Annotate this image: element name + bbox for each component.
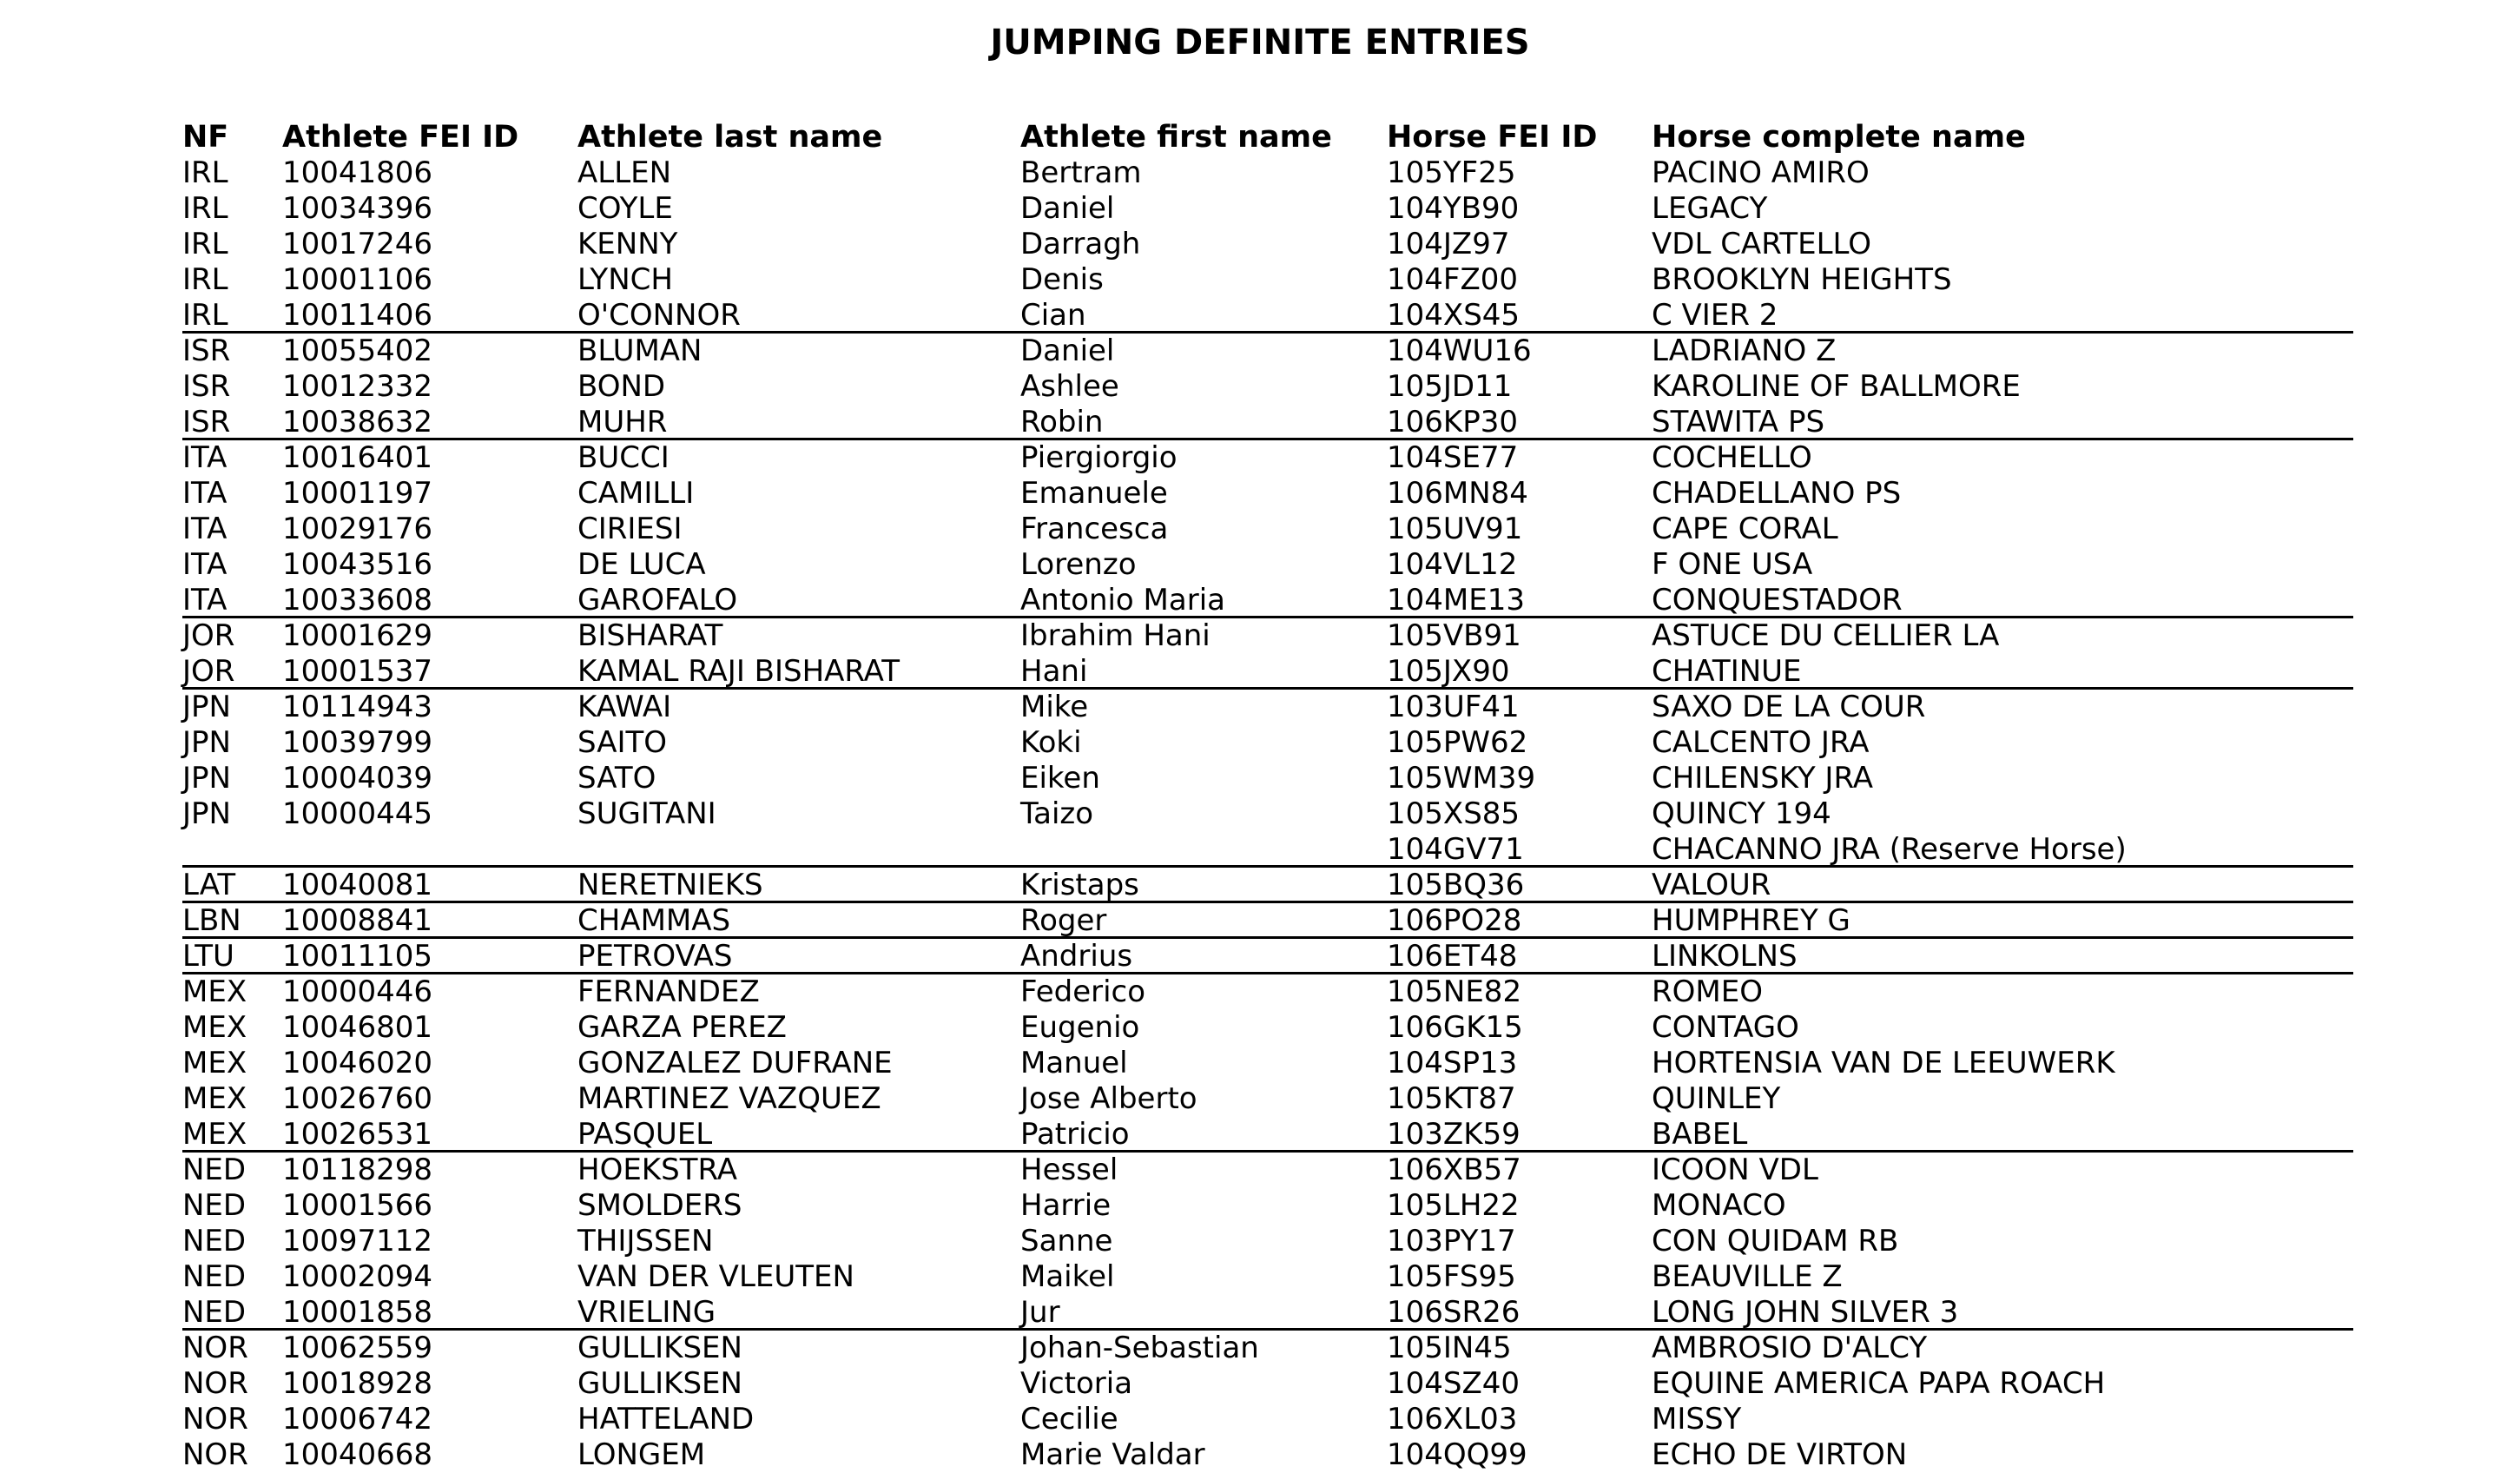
cell-horse-name: VALOUR <box>1652 868 1771 902</box>
header-horse-id: Horse FEI ID <box>1387 120 1598 155</box>
cell-first-name: Hani <box>1020 654 1088 689</box>
cell-horse-name: MONACO <box>1652 1188 1786 1223</box>
cell-last-name: KAWAI <box>577 690 672 724</box>
cell-first-name: Denis <box>1020 262 1104 297</box>
cell-horse-id: 105JX90 <box>1387 654 1510 689</box>
table-row <box>182 1188 2353 1224</box>
cell-nf: JPN <box>182 796 231 831</box>
cell-nf: MEX <box>182 1046 247 1080</box>
cell-nf: NOR <box>182 1331 248 1365</box>
cell-horse-id: 105PW62 <box>1387 725 1528 760</box>
table-row <box>182 405 2353 440</box>
cell-last-name: GONZALEZ DUFRANE <box>577 1046 893 1080</box>
cell-first-name: Antonio Maria <box>1020 583 1225 618</box>
header-first-name: Athlete first name <box>1020 120 1332 155</box>
cell-horse-name: QUINCY 194 <box>1652 796 1831 831</box>
cell-nf: ITA <box>182 476 228 511</box>
cell-first-name: Roger <box>1020 903 1107 938</box>
cell-horse-id: 106XB57 <box>1387 1153 1521 1187</box>
cell-last-name: LYNCH <box>577 262 673 297</box>
cell-nf: ITA <box>182 583 228 618</box>
cell-horse-id: 105NE82 <box>1387 974 1522 1009</box>
cell-first-name: Mike <box>1020 690 1089 724</box>
cell-nf: ISR <box>182 369 231 404</box>
cell-horse-name: CHATINUE <box>1652 654 1802 689</box>
cell-athlete-id: 10012332 <box>282 369 433 404</box>
cell-horse-name: STAWITA PS <box>1652 405 1825 439</box>
cell-athlete-id: 10034396 <box>282 191 433 226</box>
cell-last-name: FERNANDEZ <box>577 974 760 1009</box>
cell-horse-id: 104SZ40 <box>1387 1366 1521 1401</box>
cell-first-name: Eiken <box>1020 761 1100 796</box>
cell-athlete-id: 10118298 <box>282 1153 433 1187</box>
cell-last-name: BUCCI <box>577 440 670 475</box>
cell-last-name: GULLIKSEN <box>577 1366 742 1401</box>
cell-horse-name: AMBROSIO D'ALCY <box>1652 1331 1928 1365</box>
cell-horse-name: ASTUCE DU CELLIER LA <box>1652 618 2000 653</box>
cell-athlete-id: 10000446 <box>282 974 433 1009</box>
cell-athlete-id: 10026760 <box>282 1081 433 1116</box>
cell-horse-name: CHACANNO JRA (Reserve Horse) <box>1652 832 2127 867</box>
cell-horse-name: COCHELLO <box>1652 440 1812 475</box>
cell-nf: NED <box>182 1188 247 1223</box>
cell-last-name: DE LUCA <box>577 547 706 582</box>
cell-horse-name: ROMEO <box>1652 974 1763 1009</box>
cell-first-name: Federico <box>1020 974 1146 1009</box>
cell-first-name: Ibrahim Hani <box>1020 618 1211 653</box>
cell-first-name: Daniel <box>1020 191 1115 226</box>
table-row <box>182 1402 2353 1437</box>
table-row <box>182 1117 2353 1153</box>
table-row <box>182 334 2353 369</box>
cell-horse-name: LEGACY <box>1652 191 1768 226</box>
table-row <box>182 654 2353 690</box>
table-row <box>182 1366 2353 1402</box>
cell-horse-id: 106ET48 <box>1387 939 1518 974</box>
header-last-name: Athlete last name <box>577 120 883 155</box>
cell-horse-id: 104SE77 <box>1387 440 1519 475</box>
cell-athlete-id: 10001629 <box>282 618 433 653</box>
cell-nf: JPN <box>182 690 231 724</box>
cell-horse-name: CALCENTO JRA <box>1652 725 1870 760</box>
table-row <box>182 832 2353 868</box>
cell-athlete-id: 10016401 <box>282 440 433 475</box>
cell-nf: ITA <box>182 440 228 475</box>
table-row <box>182 1010 2353 1046</box>
cell-athlete-id: 10062559 <box>282 1331 433 1365</box>
cell-horse-name: MISSY <box>1652 1402 1742 1437</box>
cell-last-name: BOND <box>577 369 666 404</box>
header-horse-name: Horse complete name <box>1652 120 2026 155</box>
cell-horse-name: CHADELLANO PS <box>1652 476 1902 511</box>
cell-first-name: Taizo <box>1020 796 1094 831</box>
cell-nf: NOR <box>182 1366 248 1401</box>
cell-athlete-id: 10001858 <box>282 1295 433 1330</box>
cell-horse-id: 104XS45 <box>1387 298 1521 333</box>
cell-last-name: HATTELAND <box>577 1402 755 1437</box>
table-row <box>182 1331 2353 1366</box>
table-row <box>182 1224 2353 1259</box>
cell-horse-name: HORTENSIA VAN DE LEEUWERK <box>1652 1046 2115 1080</box>
table-body <box>182 155 2353 1473</box>
cell-nf: NED <box>182 1259 247 1294</box>
cell-last-name: GAROFALO <box>577 583 738 618</box>
table-row <box>182 1153 2353 1188</box>
cell-last-name: SUGITANI <box>577 796 716 831</box>
table-row <box>182 191 2353 227</box>
cell-athlete-id: 10046020 <box>282 1046 433 1080</box>
cell-first-name: Lorenzo <box>1020 547 1137 582</box>
table-row <box>182 618 2353 654</box>
cell-last-name: HOEKSTRA <box>577 1153 737 1187</box>
cell-first-name: Bertram <box>1020 155 1142 190</box>
cell-last-name: BLUMAN <box>577 334 703 368</box>
cell-horse-id: 104FZ00 <box>1387 262 1519 297</box>
cell-nf: LAT <box>182 868 236 902</box>
cell-first-name: Robin <box>1020 405 1104 439</box>
table-row <box>182 1295 2353 1331</box>
table-row <box>182 939 2353 974</box>
cell-first-name: Hessel <box>1020 1153 1118 1187</box>
table-row <box>182 512 2353 547</box>
cell-first-name: Francesca <box>1020 512 1169 546</box>
cell-first-name: Cian <box>1020 298 1086 333</box>
cell-first-name: Cecilie <box>1020 1402 1118 1437</box>
cell-athlete-id: 10040081 <box>282 868 433 902</box>
cell-horse-name: CON QUIDAM RB <box>1652 1224 1899 1258</box>
cell-athlete-id: 10055402 <box>282 334 433 368</box>
cell-nf: LBN <box>182 903 241 938</box>
cell-athlete-id: 10002094 <box>282 1259 433 1294</box>
cell-athlete-id: 10011105 <box>282 939 433 974</box>
cell-first-name: Darragh <box>1020 227 1141 261</box>
cell-horse-id: 104VL12 <box>1387 547 1518 582</box>
cell-nf: MEX <box>182 1081 247 1116</box>
cell-horse-id: 106XL03 <box>1387 1402 1518 1437</box>
cell-horse-name: SAXO DE LA COUR <box>1652 690 1926 724</box>
cell-athlete-id: 10018928 <box>282 1366 433 1401</box>
table-row <box>182 547 2353 583</box>
cell-horse-id: 106MN84 <box>1387 476 1528 511</box>
cell-horse-id: 104YB90 <box>1387 191 1520 226</box>
cell-horse-id: 106SR26 <box>1387 1295 1521 1330</box>
cell-horse-id: 104ME13 <box>1387 583 1525 618</box>
cell-horse-name: CONQUESTADOR <box>1652 583 1903 618</box>
cell-horse-name: LINKOLNS <box>1652 939 1798 974</box>
cell-horse-id: 105IN45 <box>1387 1331 1512 1365</box>
cell-athlete-id: 10000445 <box>282 796 433 831</box>
cell-nf: JOR <box>182 654 235 689</box>
cell-first-name: Jur <box>1020 1295 1060 1330</box>
cell-horse-name: KAROLINE OF BALLMORE <box>1652 369 2021 404</box>
cell-horse-name: BEAUVILLE Z <box>1652 1259 1843 1294</box>
cell-athlete-id: 10040668 <box>282 1437 433 1472</box>
page-title: JUMPING DEFINITE ENTRIES <box>990 23 1530 63</box>
cell-first-name: Daniel <box>1020 334 1115 368</box>
table-row <box>182 440 2353 476</box>
header-athlete-id: Athlete FEI ID <box>282 120 519 155</box>
cell-last-name: NERETNIEKS <box>577 868 763 902</box>
table-row <box>182 155 2353 191</box>
cell-last-name: SATO <box>577 761 656 796</box>
cell-nf: IRL <box>182 298 228 333</box>
cell-last-name: SMOLDERS <box>577 1188 742 1223</box>
cell-athlete-id: 10026531 <box>282 1117 433 1152</box>
cell-athlete-id: 10001566 <box>282 1188 433 1223</box>
cell-horse-id: 105BQ36 <box>1387 868 1525 902</box>
cell-last-name: CIRIESI <box>577 512 683 546</box>
cell-first-name: Marie Valdar <box>1020 1437 1205 1472</box>
cell-athlete-id: 10011406 <box>282 298 433 333</box>
cell-athlete-id: 10043516 <box>282 547 433 582</box>
cell-horse-id: 104WU16 <box>1387 334 1532 368</box>
cell-nf: ITA <box>182 547 228 582</box>
cell-nf: JPN <box>182 761 231 796</box>
cell-horse-id: 103ZK59 <box>1387 1117 1521 1152</box>
cell-athlete-id: 10001197 <box>282 476 433 511</box>
cell-athlete-id: 10039799 <box>282 725 433 760</box>
cell-first-name: Emanuele <box>1020 476 1168 511</box>
cell-horse-id: 105XS85 <box>1387 796 1521 831</box>
cell-last-name: MARTINEZ VAZQUEZ <box>577 1081 881 1116</box>
cell-nf: ITA <box>182 512 228 546</box>
cell-horse-id: 105VB91 <box>1387 618 1521 653</box>
cell-horse-id: 105WM39 <box>1387 761 1536 796</box>
cell-last-name: PASQUEL <box>577 1117 713 1152</box>
cell-horse-name: F ONE USA <box>1652 547 1813 582</box>
cell-horse-name: LADRIANO Z <box>1652 334 1837 368</box>
table-header <box>182 120 2353 155</box>
cell-athlete-id: 10046801 <box>282 1010 433 1045</box>
cell-first-name: Eugenio <box>1020 1010 1140 1045</box>
cell-athlete-id: 10114943 <box>282 690 433 724</box>
cell-first-name: Patricio <box>1020 1117 1130 1152</box>
cell-last-name: PETROVAS <box>577 939 733 974</box>
cell-athlete-id: 10033608 <box>282 583 433 618</box>
cell-horse-id: 103PY17 <box>1387 1224 1516 1258</box>
cell-nf: IRL <box>182 262 228 297</box>
cell-last-name: GULLIKSEN <box>577 1331 742 1365</box>
cell-horse-id: 104SP13 <box>1387 1046 1518 1080</box>
cell-nf: NED <box>182 1224 247 1258</box>
table-row <box>182 974 2353 1010</box>
cell-athlete-id: 10038632 <box>282 405 433 439</box>
cell-first-name: Andrius <box>1020 939 1133 974</box>
cell-athlete-id: 10001106 <box>282 262 433 297</box>
cell-last-name: COYLE <box>577 191 673 226</box>
cell-horse-id: 103UF41 <box>1387 690 1520 724</box>
cell-nf: NED <box>182 1295 247 1330</box>
cell-horse-name: HUMPHREY G <box>1652 903 1850 938</box>
table-row <box>182 1046 2353 1081</box>
entries-table <box>182 120 2353 1473</box>
table-row <box>182 1081 2353 1117</box>
cell-horse-name: CONTAGO <box>1652 1010 1799 1045</box>
cell-last-name: BISHARAT <box>577 618 723 653</box>
cell-last-name: GARZA PEREZ <box>577 1010 787 1045</box>
cell-horse-name: PACINO AMIRO <box>1652 155 1870 190</box>
cell-athlete-id: 10041806 <box>282 155 433 190</box>
table-row <box>182 903 2353 939</box>
cell-nf: MEX <box>182 1010 247 1045</box>
cell-horse-id: 104QQ99 <box>1387 1437 1527 1472</box>
cell-last-name: VRIELING <box>577 1295 716 1330</box>
cell-last-name: LONGEM <box>577 1437 706 1472</box>
cell-horse-name: BABEL <box>1652 1117 1748 1152</box>
cell-last-name: O'CONNOR <box>577 298 741 333</box>
cell-first-name: Piergiorgio <box>1020 440 1178 475</box>
table-row <box>182 369 2353 405</box>
cell-horse-name: QUINLEY <box>1652 1081 1781 1116</box>
cell-last-name: SAITO <box>577 725 668 760</box>
cell-first-name: Victoria <box>1020 1366 1133 1401</box>
cell-horse-name: ECHO DE VIRTON <box>1652 1437 1908 1472</box>
cell-nf: JOR <box>182 618 235 653</box>
cell-horse-id: 106KP30 <box>1387 405 1518 439</box>
cell-first-name: Manuel <box>1020 1046 1128 1080</box>
cell-horse-name: C VIER 2 <box>1652 298 1778 333</box>
cell-nf: NOR <box>182 1402 248 1437</box>
cell-first-name: Jose Alberto <box>1020 1081 1197 1116</box>
table-row <box>182 298 2353 334</box>
cell-horse-id: 104JZ97 <box>1387 227 1510 261</box>
cell-first-name: Johan-Sebastian <box>1020 1331 1259 1365</box>
cell-nf: NED <box>182 1153 247 1187</box>
table-row <box>182 476 2353 512</box>
table-row <box>182 868 2353 903</box>
cell-last-name: KENNY <box>577 227 678 261</box>
table-row <box>182 262 2353 298</box>
cell-horse-name: ICOON VDL <box>1652 1153 1818 1187</box>
cell-first-name: Ashlee <box>1020 369 1119 404</box>
cell-last-name: CAMILLI <box>577 476 695 511</box>
cell-horse-id: 105UV91 <box>1387 512 1523 546</box>
cell-horse-id: 106GK15 <box>1387 1010 1523 1045</box>
cell-horse-name: CHILENSKY JRA <box>1652 761 1873 796</box>
cell-first-name: Sanne <box>1020 1224 1113 1258</box>
cell-athlete-id: 10029176 <box>282 512 433 546</box>
cell-nf: IRL <box>182 227 228 261</box>
cell-athlete-id: 10006742 <box>282 1402 433 1437</box>
cell-last-name: VAN DER VLEUTEN <box>577 1259 854 1294</box>
cell-horse-id: 105YF25 <box>1387 155 1516 190</box>
cell-nf: IRL <box>182 191 228 226</box>
cell-athlete-id: 10017246 <box>282 227 433 261</box>
cell-horse-name: VDL CARTELLO <box>1652 227 1872 261</box>
cell-athlete-id: 10008841 <box>282 903 433 938</box>
cell-first-name: Harrie <box>1020 1188 1112 1223</box>
cell-horse-id: 104GV71 <box>1387 832 1524 867</box>
cell-horse-id: 105FS95 <box>1387 1259 1516 1294</box>
header-nf: NF <box>182 120 229 155</box>
cell-last-name: KAMAL RAJI BISHARAT <box>577 654 900 689</box>
table-row <box>182 761 2353 796</box>
cell-nf: NOR <box>182 1437 248 1472</box>
cell-horse-id: 105JD11 <box>1387 369 1513 404</box>
cell-horse-id: 105KT87 <box>1387 1081 1516 1116</box>
table-row <box>182 227 2353 262</box>
cell-horse-name: LONG JOHN SILVER 3 <box>1652 1295 1959 1330</box>
cell-nf: MEX <box>182 1117 247 1152</box>
cell-nf: JPN <box>182 725 231 760</box>
table-row <box>182 725 2353 761</box>
cell-athlete-id: 10004039 <box>282 761 433 796</box>
cell-last-name: THIJSSEN <box>577 1224 714 1258</box>
cell-athlete-id: 10001537 <box>282 654 433 689</box>
table-row <box>182 796 2353 832</box>
cell-nf: ISR <box>182 405 231 439</box>
cell-first-name: Koki <box>1020 725 1082 760</box>
cell-horse-id: 105LH22 <box>1387 1188 1520 1223</box>
cell-first-name: Kristaps <box>1020 868 1139 902</box>
cell-horse-name: BROOKLYN HEIGHTS <box>1652 262 1952 297</box>
cell-last-name: ALLEN <box>577 155 672 190</box>
cell-nf: IRL <box>182 155 228 190</box>
table-row <box>182 690 2353 725</box>
table-row <box>182 1259 2353 1295</box>
cell-athlete-id: 10097112 <box>282 1224 433 1258</box>
table-row <box>182 583 2353 618</box>
cell-last-name: CHAMMAS <box>577 903 731 938</box>
cell-nf: MEX <box>182 974 247 1009</box>
cell-first-name: Maikel <box>1020 1259 1115 1294</box>
cell-last-name: MUHR <box>577 405 668 439</box>
cell-nf: ISR <box>182 334 231 368</box>
cell-horse-name: CAPE CORAL <box>1652 512 1838 546</box>
cell-nf: LTU <box>182 939 234 974</box>
cell-horse-name: EQUINE AMERICA PAPA ROACH <box>1652 1366 2106 1401</box>
cell-horse-id: 106PO28 <box>1387 903 1522 938</box>
